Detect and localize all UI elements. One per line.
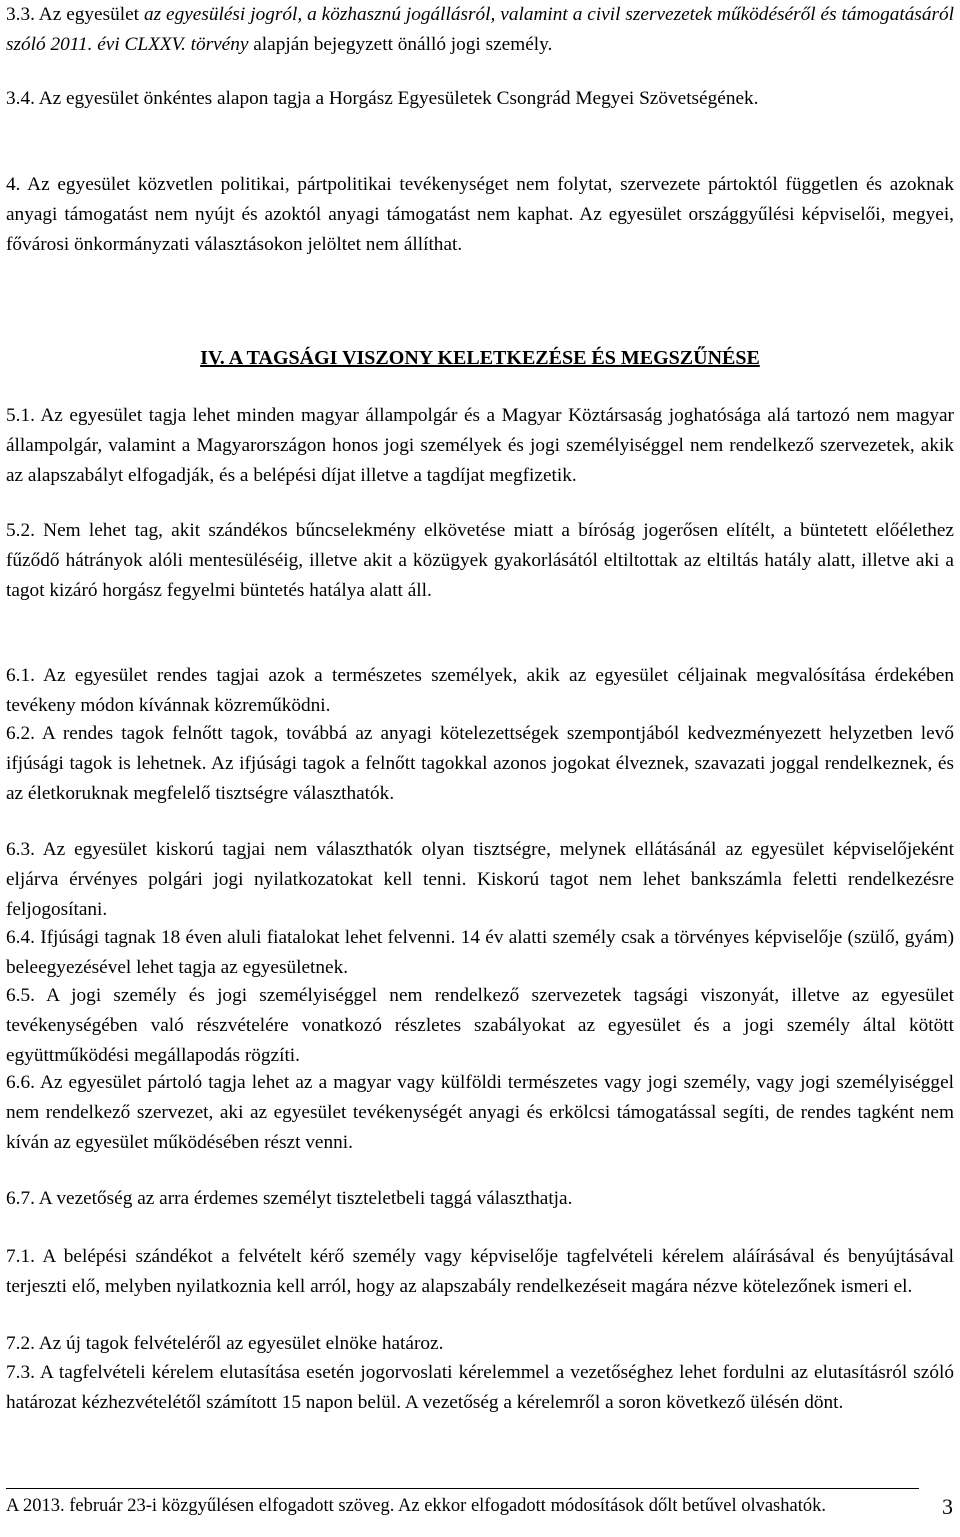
paragraph-4 [6,170,954,260]
paragraph-3-3 [6,0,954,60]
paragraph-7-3 [6,1358,954,1418]
page-number: 3 [942,1494,953,1519]
paragraph-number: 3.4. [6,88,35,109]
paragraph-text: A jogi személy és jogi személyiséggel nem rendelkező szervezetek tagsági viszonyát, illetve az egyesület tevékenységében való részvételére vonatkozó részletes szabályokat az egyesület és a jogi személy által kötött együttműködési megállapodás rögzíti. [6,985,954,1066]
section-heading: IV. A TAGSÁGI VISZONY KELETKEZÉSE ÉS MEGSZŰNÉSE [200,347,760,369]
paragraph-6-2 [6,719,954,809]
paragraph-text: Az egyesület kiskorú tagjai nem választhatók olyan tisztségre, melynek ellátásánál az egyesület képviselőjeként eljárva érvényes polgári jogi nyilatkozatokat kell tenni. Kiskorú tagot nem lehet bankszámla feletti rendelkezésre feljogosítani. [6,839,954,920]
paragraph-number: 6.5. [6,985,35,1006]
paragraph-text: Az egyesület tagja lehet minden magyar állampolgár és a Magyar Köztársaság joghatósága alá tartozó nem magyar állampolgár, valamint a Magyarországon honos jogi személyek és jogi személyiséggel nem rendelkező szervezetek, akik az alapszabályt elfogadják, és a belépési díjat illetve a tagdíjat megfizetik. [6,405,954,486]
paragraph-6-3 [6,835,954,925]
paragraph-number: 5.1. [6,405,35,426]
paragraph-7-1 [6,1242,954,1302]
paragraph-text: Ifjúsági tagnak 18 éven aluli fiatalokat lehet felvenni. 14 év alatti személy csak a törvényes képviselője (szülő, gyám) beleegyezésével lehet tagja az egyesületnek. [6,927,955,978]
paragraph-text: Az új tagok felvételéről az egyesület elnöke határoz. [38,1333,444,1354]
paragraph-text: A belépési szándékot a felvételt kérő személy vagy képviselője tagfelvételi kérelem aláírásával és benyújtásával terjeszti elő, melyben nyilatkoznia kell arról, hogy az alapszabály rendelkezéseit magára nézve kötelezőnek ismeri el. [6,1246,955,1297]
paragraph-number: 6.4. [6,927,35,948]
paragraph-text: Az egyesület önkéntes alapon tagja a Horgász Egyesületek Csongrád Megyei Szövetségének. [38,88,759,109]
paragraph-number: 4. [6,174,21,195]
paragraph-text: A tagfelvételi kérelem elutasítása esetén jogorvoslati kérelemmel a vezetőséghez lehet fordulni az elutasításról szóló határozat kézhezvételétől számított 15 napon belül. A vezetőség a kérelemről a soron következő ülésén dönt. [6,1362,954,1413]
paragraph-number: 7.2. [6,1333,35,1354]
paragraph-number: 5.2. [6,520,35,541]
paragraph-text: Az egyesület rendes tagjai azok a természetes személyek, akik az egyesület céljainak megvalósítása érdekében tevékeny módon kívánnak közreműködni. [6,665,954,716]
paragraph-3-4 [6,84,954,114]
paragraph-text: Nem lehet tag, akit szándékos bűncselekmény elkövetése miatt a bíróság jogerősen elítélt, a büntetett előélethez fűződő hátrányok alóli mentesüléséig, illetve akit a közügyek gyakorlásától eltiltottak az eltiltás hatály alatt, illetve aki a tagot kizáró horgász fegyelmi büntetés hatálya alatt áll. [6,520,954,601]
paragraph-7-2 [6,1329,954,1359]
paragraph-5-1 [6,401,954,491]
paragraph-number: 7.1. [6,1246,35,1267]
footer-note: A 2013. február 23-i közgyűlésen elfogadott szöveg. Az ekkor elfogadott módosítások dőlt betűvel olvashatók. [6,1496,826,1516]
paragraph-text: Az egyesület az egyesülési jogról, a közhasznú jogállásról, valamint a civil szervezetek működéséről és támogatásáról szóló 2011. évi CLXXV. törvény alapján bejegyzett önálló jogi személy. [6,4,954,55]
paragraph-number: 6.6. [6,1072,35,1093]
paragraph-6-4 [6,923,954,983]
paragraph-number: 6.1. [6,665,35,686]
paragraph-6-5 [6,981,954,1071]
paragraph-6-1 [6,661,954,721]
paragraph-number: 6.2. [6,723,35,744]
paragraph-number: 6.3. [6,839,35,860]
paragraph-text: A vezetőség az arra érdemes személyt tiszteletbeli taggá választhatja. [38,1188,573,1209]
paragraph-text: Az egyesület pártoló tagja lehet az a magyar vagy külföldi természetes vagy jogi személy, vagy jogi személyiséggel nem rendelkező szervezet, aki az egyesület tevékenységét anyagi és erkölcsi támogatással segíti, de rendes tagként nem kíván az egyesület működésében részt venni. [6,1072,954,1153]
paragraph-number: 3.3. [6,4,35,25]
paragraph-6-6 [6,1068,954,1158]
paragraph-number: 6.7. [6,1188,35,1209]
paragraph-number: 7.3. [6,1362,35,1383]
paragraph-6-7 [6,1184,954,1214]
paragraph-5-2 [6,516,954,606]
paragraph-text: A rendes tagok felnőtt tagok, továbbá az anyagi kötelezettségek szempontjából kedvezményezett helyzetben levő ifjúsági tagok is lehetnek. Az ifjúsági tagok a felnőtt tagokkal azonos jogokat élveznek, szavazati joggal rendelkeznek, és az életkoruknak megfelelő tisztségre választhatók. [6,723,954,804]
paragraph-text: Az egyesület közvetlen politikai, pártpolitikai tevékenységet nem folytat, szervezete pártoktól független és azoknak anyagi támogatást nem nyújt és azoktól anyagi támogatást nem kaphat. Az egyesület országgyűlési képviselői, megyei, fővárosi önkormányzati választásokon jelöltet nem állíthat. [6,174,954,255]
footer-divider [6,1488,919,1489]
